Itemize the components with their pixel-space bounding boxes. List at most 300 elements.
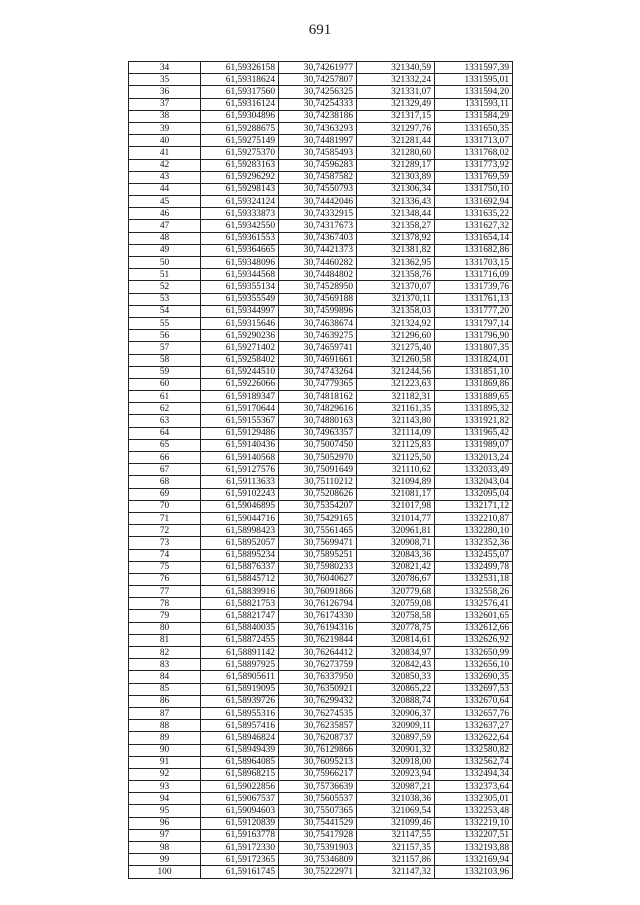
y-coordinate-cell: 1331797,14 <box>435 317 513 329</box>
latitude-cell: 61,59296292 <box>201 171 279 183</box>
point-number-cell: 38 <box>129 110 201 122</box>
table-row <box>129 805 513 817</box>
x-coordinate-cell: 320843,36 <box>357 549 435 561</box>
longitude-cell: 30,74460282 <box>279 257 357 269</box>
table-row <box>129 659 513 671</box>
point-number-cell: 57 <box>129 342 201 354</box>
latitude-cell: 61,59344568 <box>201 269 279 281</box>
y-coordinate-cell: 1332562,74 <box>435 756 513 768</box>
y-coordinate-cell: 1332169,94 <box>435 854 513 866</box>
longitude-cell: 30,75980233 <box>279 561 357 573</box>
longitude-cell: 30,76273759 <box>279 659 357 671</box>
latitude-cell: 61,58955316 <box>201 707 279 719</box>
point-number-cell: 41 <box>129 147 201 159</box>
point-number-cell: 65 <box>129 439 201 451</box>
latitude-cell: 61,59361553 <box>201 232 279 244</box>
table-row <box>129 86 513 98</box>
y-coordinate-cell: 1332499,78 <box>435 561 513 573</box>
x-coordinate-cell: 321340,59 <box>357 62 435 74</box>
point-number-cell: 58 <box>129 354 201 366</box>
table-row <box>129 842 513 854</box>
table-row <box>129 183 513 195</box>
table-row <box>129 817 513 829</box>
y-coordinate-cell: 1332033,49 <box>435 464 513 476</box>
x-coordinate-cell: 321281,44 <box>357 135 435 147</box>
y-coordinate-cell: 1332612,66 <box>435 622 513 634</box>
x-coordinate-cell: 320779,68 <box>357 586 435 598</box>
x-coordinate-cell: 320850,33 <box>357 671 435 683</box>
y-coordinate-cell: 1331627,32 <box>435 220 513 232</box>
table-row <box>129 135 513 147</box>
longitude-cell: 30,74261977 <box>279 62 357 74</box>
y-coordinate-cell: 1331807,35 <box>435 342 513 354</box>
table-row <box>129 98 513 110</box>
table-row <box>129 586 513 598</box>
point-number-cell: 92 <box>129 768 201 780</box>
table-row <box>129 854 513 866</box>
x-coordinate-cell: 320786,67 <box>357 573 435 585</box>
longitude-cell: 30,76194316 <box>279 622 357 634</box>
table-row <box>129 768 513 780</box>
y-coordinate-cell: 1331584,29 <box>435 110 513 122</box>
y-coordinate-cell: 1331824,01 <box>435 354 513 366</box>
y-coordinate-cell: 1331768,02 <box>435 147 513 159</box>
coordinates-table <box>128 61 513 879</box>
latitude-cell: 61,59189347 <box>201 391 279 403</box>
latitude-cell: 61,59155367 <box>201 415 279 427</box>
x-coordinate-cell: 321147,32 <box>357 866 435 878</box>
latitude-cell: 61,59298143 <box>201 183 279 195</box>
latitude-cell: 61,58895234 <box>201 549 279 561</box>
longitude-cell: 30,75091649 <box>279 464 357 476</box>
point-number-cell: 97 <box>129 829 201 841</box>
point-number-cell: 39 <box>129 122 201 134</box>
point-number-cell: 69 <box>129 488 201 500</box>
table-row <box>129 720 513 732</box>
y-coordinate-cell: 1332207,51 <box>435 829 513 841</box>
point-number-cell: 83 <box>129 659 201 671</box>
latitude-cell: 61,59333873 <box>201 208 279 220</box>
y-coordinate-cell: 1331796,90 <box>435 330 513 342</box>
longitude-cell: 30,74691661 <box>279 354 357 366</box>
latitude-cell: 61,59172365 <box>201 854 279 866</box>
longitude-cell: 30,76274535 <box>279 707 357 719</box>
x-coordinate-cell: 321014,77 <box>357 512 435 524</box>
table-row <box>129 74 513 86</box>
latitude-cell: 61,58949439 <box>201 744 279 756</box>
table-row <box>129 793 513 805</box>
x-coordinate-cell: 321182,31 <box>357 391 435 403</box>
longitude-cell: 30,74550793 <box>279 183 357 195</box>
x-coordinate-cell: 321336,43 <box>357 196 435 208</box>
latitude-cell: 61,59283163 <box>201 159 279 171</box>
x-coordinate-cell: 321348,44 <box>357 208 435 220</box>
longitude-cell: 30,76174330 <box>279 610 357 622</box>
y-coordinate-cell: 1332558,26 <box>435 586 513 598</box>
y-coordinate-cell: 1332690,35 <box>435 671 513 683</box>
longitude-cell: 30,74332915 <box>279 208 357 220</box>
y-coordinate-cell: 1332171,12 <box>435 500 513 512</box>
longitude-cell: 30,74363293 <box>279 122 357 134</box>
y-coordinate-cell: 1331593,11 <box>435 98 513 110</box>
x-coordinate-cell: 321297,76 <box>357 122 435 134</box>
y-coordinate-cell: 1332455,07 <box>435 549 513 561</box>
longitude-cell: 30,75699471 <box>279 537 357 549</box>
y-coordinate-cell: 1331921,82 <box>435 415 513 427</box>
y-coordinate-cell: 1332305,01 <box>435 793 513 805</box>
table-row <box>129 244 513 256</box>
y-coordinate-cell: 1331682,86 <box>435 244 513 256</box>
y-coordinate-cell: 1332373,64 <box>435 781 513 793</box>
latitude-cell: 61,59288675 <box>201 122 279 134</box>
y-coordinate-cell: 1332637,27 <box>435 720 513 732</box>
y-coordinate-cell: 1332650,99 <box>435 647 513 659</box>
y-coordinate-cell: 1331769,59 <box>435 171 513 183</box>
y-coordinate-cell: 1331716,09 <box>435 269 513 281</box>
point-number-cell: 71 <box>129 512 201 524</box>
longitude-cell: 30,74528950 <box>279 281 357 293</box>
table-row <box>129 354 513 366</box>
x-coordinate-cell: 321378,92 <box>357 232 435 244</box>
longitude-cell: 30,75736639 <box>279 781 357 793</box>
longitude-cell: 30,75417928 <box>279 829 357 841</box>
latitude-cell: 61,59271402 <box>201 342 279 354</box>
longitude-cell: 30,75052970 <box>279 452 357 464</box>
table-row <box>129 305 513 317</box>
point-number-cell: 70 <box>129 500 201 512</box>
x-coordinate-cell: 321275,40 <box>357 342 435 354</box>
x-coordinate-cell: 321303,89 <box>357 171 435 183</box>
point-number-cell: 53 <box>129 293 201 305</box>
latitude-cell: 61,59163778 <box>201 829 279 841</box>
point-number-cell: 64 <box>129 427 201 439</box>
y-coordinate-cell: 1332193,88 <box>435 842 513 854</box>
latitude-cell: 61,58840035 <box>201 622 279 634</box>
longitude-cell: 30,74481997 <box>279 135 357 147</box>
x-coordinate-cell: 320897,59 <box>357 732 435 744</box>
table-row <box>129 500 513 512</box>
point-number-cell: 66 <box>129 452 201 464</box>
longitude-cell: 30,74442046 <box>279 196 357 208</box>
x-coordinate-cell: 321296,60 <box>357 330 435 342</box>
longitude-cell: 30,75507365 <box>279 805 357 817</box>
x-coordinate-cell: 321157,35 <box>357 842 435 854</box>
longitude-cell: 30,74256325 <box>279 86 357 98</box>
point-number-cell: 48 <box>129 232 201 244</box>
x-coordinate-cell: 321280,60 <box>357 147 435 159</box>
point-number-cell: 76 <box>129 573 201 585</box>
longitude-cell: 30,74254333 <box>279 98 357 110</box>
longitude-cell: 30,74829616 <box>279 403 357 415</box>
longitude-cell: 30,75441529 <box>279 817 357 829</box>
y-coordinate-cell: 1332103,96 <box>435 866 513 878</box>
x-coordinate-cell: 321038,36 <box>357 793 435 805</box>
longitude-cell: 30,74421373 <box>279 244 357 256</box>
table-row <box>129 634 513 646</box>
table-row <box>129 208 513 220</box>
table-row <box>129 147 513 159</box>
x-coordinate-cell: 320909,11 <box>357 720 435 732</box>
x-coordinate-cell: 321260,58 <box>357 354 435 366</box>
point-number-cell: 47 <box>129 220 201 232</box>
table-row <box>129 561 513 573</box>
longitude-cell: 30,74596283 <box>279 159 357 171</box>
y-coordinate-cell: 1332210,87 <box>435 512 513 524</box>
x-coordinate-cell: 320888,74 <box>357 695 435 707</box>
longitude-cell: 30,75895251 <box>279 549 357 561</box>
longitude-cell: 30,76235857 <box>279 720 357 732</box>
y-coordinate-cell: 1331594,20 <box>435 86 513 98</box>
x-coordinate-cell: 321358,03 <box>357 305 435 317</box>
point-number-cell: 98 <box>129 842 201 854</box>
x-coordinate-cell: 321332,24 <box>357 74 435 86</box>
longitude-cell: 30,76126794 <box>279 598 357 610</box>
table-row <box>129 781 513 793</box>
y-coordinate-cell: 1331692,94 <box>435 196 513 208</box>
point-number-cell: 35 <box>129 74 201 86</box>
point-number-cell: 62 <box>129 403 201 415</box>
x-coordinate-cell: 321147,55 <box>357 829 435 841</box>
table-row <box>129 330 513 342</box>
latitude-cell: 61,58839916 <box>201 586 279 598</box>
point-number-cell: 73 <box>129 537 201 549</box>
longitude-cell: 30,76208737 <box>279 732 357 744</box>
x-coordinate-cell: 321331,07 <box>357 86 435 98</box>
longitude-cell: 30,74569188 <box>279 293 357 305</box>
point-number-cell: 90 <box>129 744 201 756</box>
y-coordinate-cell: 1332580,82 <box>435 744 513 756</box>
latitude-cell: 61,59140568 <box>201 452 279 464</box>
table-row <box>129 452 513 464</box>
point-number-cell: 78 <box>129 598 201 610</box>
table-row <box>129 171 513 183</box>
point-number-cell: 51 <box>129 269 201 281</box>
latitude-cell: 61,59140436 <box>201 439 279 451</box>
longitude-cell: 30,76299432 <box>279 695 357 707</box>
longitude-cell: 30,75110212 <box>279 476 357 488</box>
table-row <box>129 317 513 329</box>
y-coordinate-cell: 1331965,42 <box>435 427 513 439</box>
latitude-cell: 61,59102243 <box>201 488 279 500</box>
page-number: 691 <box>308 22 332 38</box>
x-coordinate-cell: 320961,81 <box>357 525 435 537</box>
y-coordinate-cell: 1331739,76 <box>435 281 513 293</box>
table-row <box>129 671 513 683</box>
point-number-cell: 89 <box>129 732 201 744</box>
latitude-cell: 61,59127576 <box>201 464 279 476</box>
point-number-cell: 42 <box>129 159 201 171</box>
longitude-cell: 30,74818162 <box>279 391 357 403</box>
table-row <box>129 647 513 659</box>
table-row <box>129 196 513 208</box>
latitude-cell: 61,59315646 <box>201 317 279 329</box>
point-number-cell: 50 <box>129 257 201 269</box>
latitude-cell: 61,59129486 <box>201 427 279 439</box>
point-number-cell: 79 <box>129 610 201 622</box>
x-coordinate-cell: 320842,43 <box>357 659 435 671</box>
y-coordinate-cell: 1331869,86 <box>435 378 513 390</box>
point-number-cell: 82 <box>129 647 201 659</box>
table-row <box>129 549 513 561</box>
longitude-cell: 30,74367403 <box>279 232 357 244</box>
latitude-cell: 61,58998423 <box>201 525 279 537</box>
point-number-cell: 91 <box>129 756 201 768</box>
table-row <box>129 573 513 585</box>
longitude-cell: 30,74317673 <box>279 220 357 232</box>
longitude-cell: 30,76040627 <box>279 573 357 585</box>
point-number-cell: 100 <box>129 866 201 878</box>
longitude-cell: 30,75966217 <box>279 768 357 780</box>
point-number-cell: 54 <box>129 305 201 317</box>
longitude-cell: 30,74484802 <box>279 269 357 281</box>
longitude-cell: 30,74639275 <box>279 330 357 342</box>
table-row <box>129 622 513 634</box>
x-coordinate-cell: 321110,62 <box>357 464 435 476</box>
latitude-cell: 61,58872455 <box>201 634 279 646</box>
point-number-cell: 88 <box>129 720 201 732</box>
point-number-cell: 68 <box>129 476 201 488</box>
x-coordinate-cell: 321289,17 <box>357 159 435 171</box>
table-row <box>129 281 513 293</box>
table-row <box>129 257 513 269</box>
y-coordinate-cell: 1332697,53 <box>435 683 513 695</box>
longitude-cell: 30,74743264 <box>279 366 357 378</box>
point-number-cell: 67 <box>129 464 201 476</box>
x-coordinate-cell: 321125,50 <box>357 452 435 464</box>
x-coordinate-cell: 321143,80 <box>357 415 435 427</box>
table-row <box>129 683 513 695</box>
longitude-cell: 30,75007450 <box>279 439 357 451</box>
table-row <box>129 598 513 610</box>
latitude-cell: 61,59355134 <box>201 281 279 293</box>
table-row <box>129 220 513 232</box>
y-coordinate-cell: 1332656,10 <box>435 659 513 671</box>
x-coordinate-cell: 320759,08 <box>357 598 435 610</box>
y-coordinate-cell: 1332219,10 <box>435 817 513 829</box>
x-coordinate-cell: 321017,98 <box>357 500 435 512</box>
point-number-cell: 40 <box>129 135 201 147</box>
latitude-cell: 61,58964085 <box>201 756 279 768</box>
x-coordinate-cell: 321223,63 <box>357 378 435 390</box>
longitude-cell: 30,76129866 <box>279 744 357 756</box>
point-number-cell: 45 <box>129 196 201 208</box>
latitude-cell: 61,59316124 <box>201 98 279 110</box>
point-number-cell: 59 <box>129 366 201 378</box>
x-coordinate-cell: 321306,34 <box>357 183 435 195</box>
longitude-cell: 30,74963357 <box>279 427 357 439</box>
point-number-cell: 74 <box>129 549 201 561</box>
x-coordinate-cell: 321094,89 <box>357 476 435 488</box>
point-number-cell: 86 <box>129 695 201 707</box>
latitude-cell: 61,58946824 <box>201 732 279 744</box>
latitude-cell: 61,59355549 <box>201 293 279 305</box>
table-row <box>129 391 513 403</box>
longitude-cell: 30,76350921 <box>279 683 357 695</box>
table-row <box>129 464 513 476</box>
latitude-cell: 61,58957416 <box>201 720 279 732</box>
point-number-cell: 63 <box>129 415 201 427</box>
y-coordinate-cell: 1331650,35 <box>435 122 513 134</box>
longitude-cell: 30,75354207 <box>279 500 357 512</box>
table-row <box>129 232 513 244</box>
y-coordinate-cell: 1332352,36 <box>435 537 513 549</box>
table-row <box>129 415 513 427</box>
latitude-cell: 61,58891142 <box>201 647 279 659</box>
latitude-cell: 61,58876337 <box>201 561 279 573</box>
longitude-cell: 30,76264412 <box>279 647 357 659</box>
latitude-cell: 61,59044716 <box>201 512 279 524</box>
table-row <box>129 159 513 171</box>
x-coordinate-cell: 320821,42 <box>357 561 435 573</box>
latitude-cell: 61,58919095 <box>201 683 279 695</box>
latitude-cell: 61,59094603 <box>201 805 279 817</box>
table-row <box>129 62 513 74</box>
longitude-cell: 30,76219844 <box>279 634 357 646</box>
y-coordinate-cell: 1331703,15 <box>435 257 513 269</box>
point-number-cell: 93 <box>129 781 201 793</box>
table-row <box>129 366 513 378</box>
point-number-cell: 37 <box>129 98 201 110</box>
x-coordinate-cell: 321069,54 <box>357 805 435 817</box>
latitude-cell: 61,59161745 <box>201 866 279 878</box>
x-coordinate-cell: 321362,95 <box>357 257 435 269</box>
latitude-cell: 61,59120839 <box>201 817 279 829</box>
y-coordinate-cell: 1332253,48 <box>435 805 513 817</box>
point-number-cell: 81 <box>129 634 201 646</box>
y-coordinate-cell: 1332626,92 <box>435 634 513 646</box>
latitude-cell: 61,59258402 <box>201 354 279 366</box>
latitude-cell: 61,58968215 <box>201 768 279 780</box>
latitude-cell: 61,58897925 <box>201 659 279 671</box>
x-coordinate-cell: 320901,32 <box>357 744 435 756</box>
point-number-cell: 56 <box>129 330 201 342</box>
longitude-cell: 30,75391903 <box>279 842 357 854</box>
y-coordinate-cell: 1332494,34 <box>435 768 513 780</box>
longitude-cell: 30,75561465 <box>279 525 357 537</box>
latitude-cell: 61,59113633 <box>201 476 279 488</box>
y-coordinate-cell: 1332013,24 <box>435 452 513 464</box>
longitude-cell: 30,74257807 <box>279 74 357 86</box>
y-coordinate-cell: 1331777,20 <box>435 305 513 317</box>
table-row <box>129 293 513 305</box>
x-coordinate-cell: 320778,75 <box>357 622 435 634</box>
point-number-cell: 85 <box>129 683 201 695</box>
point-number-cell: 49 <box>129 244 201 256</box>
longitude-cell: 30,74587582 <box>279 171 357 183</box>
point-number-cell: 34 <box>129 62 201 74</box>
table-row <box>129 439 513 451</box>
y-coordinate-cell: 1331773,92 <box>435 159 513 171</box>
x-coordinate-cell: 321370,11 <box>357 293 435 305</box>
latitude-cell: 61,59275149 <box>201 135 279 147</box>
point-number-cell: 95 <box>129 805 201 817</box>
y-coordinate-cell: 1332622,64 <box>435 732 513 744</box>
latitude-cell: 61,59342550 <box>201 220 279 232</box>
table-row <box>129 403 513 415</box>
y-coordinate-cell: 1332670,64 <box>435 695 513 707</box>
latitude-cell: 61,59170644 <box>201 403 279 415</box>
x-coordinate-cell: 321358,27 <box>357 220 435 232</box>
y-coordinate-cell: 1331889,65 <box>435 391 513 403</box>
latitude-cell: 61,59244510 <box>201 366 279 378</box>
point-number-cell: 99 <box>129 854 201 866</box>
table-row <box>129 342 513 354</box>
point-number-cell: 55 <box>129 317 201 329</box>
latitude-cell: 61,58952057 <box>201 537 279 549</box>
table-row <box>129 269 513 281</box>
x-coordinate-cell: 321370,07 <box>357 281 435 293</box>
latitude-cell: 61,59324124 <box>201 196 279 208</box>
